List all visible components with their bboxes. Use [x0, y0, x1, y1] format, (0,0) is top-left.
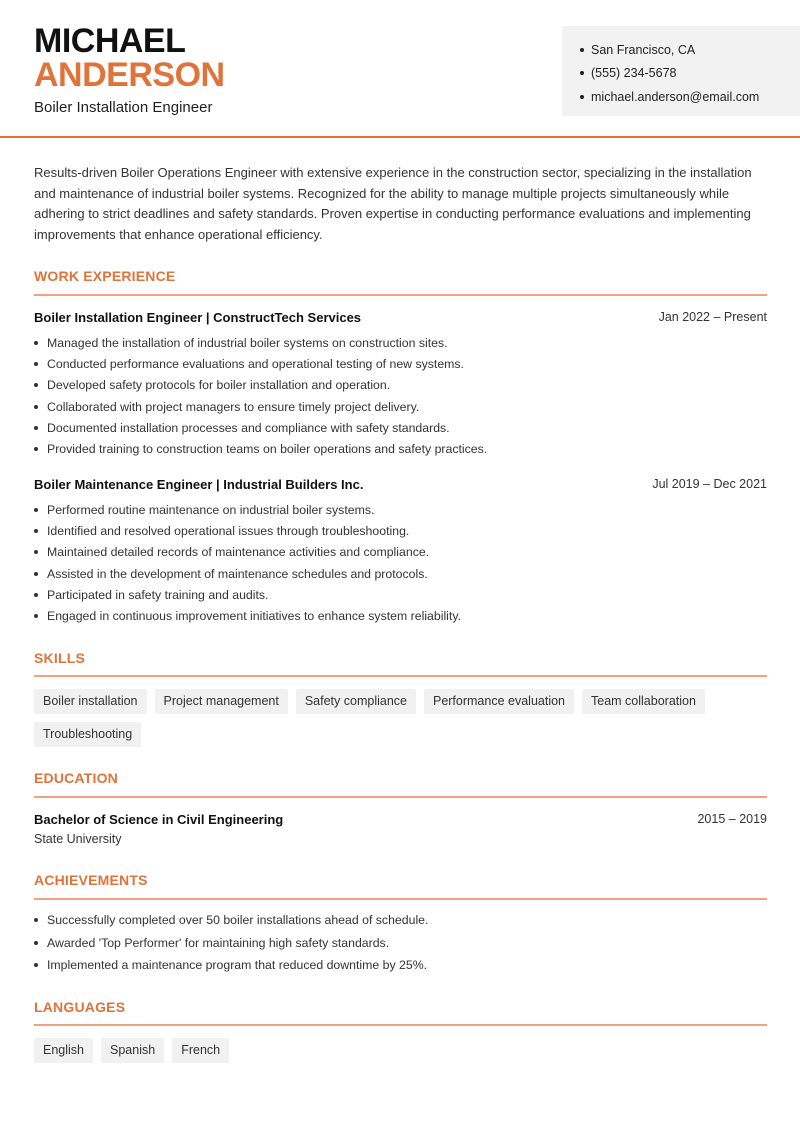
- list-item: [34, 954, 767, 977]
- bullet-icon: [580, 95, 584, 99]
- bullet-icon: [34, 362, 38, 366]
- bullet-icon: [34, 614, 38, 618]
- candidate-name: [34, 24, 225, 92]
- contact-location: [580, 38, 800, 62]
- skill-chip: Project management: [155, 689, 288, 714]
- section-divider: [34, 796, 767, 798]
- bullet-text: Successfully completed over 50 boiler installations ahead of schedule.: [47, 913, 429, 928]
- bullet-icon: [580, 71, 584, 75]
- list-item: [34, 417, 767, 438]
- skill-chip: Troubleshooting: [34, 722, 141, 747]
- list-item: [34, 396, 767, 417]
- email-text: michael.anderson@email.com: [591, 89, 760, 104]
- list-item: [34, 499, 767, 520]
- job-bullets-1: [34, 332, 767, 460]
- list-item: [34, 353, 767, 374]
- bullet-text: Managed the installation of industrial boiler systems on construction sites.: [47, 335, 448, 350]
- bullet-icon: [34, 550, 38, 554]
- bullet-text: Awarded 'Top Performer' for maintaining high safety standards.: [47, 935, 390, 950]
- job-title-1: Boiler Installation Engineer | ConstructTech Services: [34, 310, 362, 325]
- job-dates-1: Jan 2022 – Present: [658, 310, 767, 324]
- bullet-icon: [34, 426, 38, 430]
- education-degree: Bachelor of Science in Civil Engineering: [34, 812, 284, 827]
- skill-chip: Boiler installation: [34, 689, 147, 714]
- bullet-text: Provided training to construction teams on boiler operations and safety practices.: [47, 442, 488, 457]
- skill-chip: Team collaboration: [582, 689, 705, 714]
- bullet-text: Performed routine maintenance on industrial boiler systems.: [47, 502, 375, 517]
- bullet-icon: [34, 918, 38, 922]
- bullet-text: Maintained detailed records of maintenance activities and compliance.: [47, 545, 430, 560]
- bullet-text: Conducted performance evaluations and operational testing of new systems.: [47, 356, 464, 371]
- bullet-text: Identified and resolved operational issues through troubleshooting.: [47, 523, 410, 538]
- bullet-text: Documented installation processes and compliance with safety standards.: [47, 420, 450, 435]
- bullet-icon: [34, 572, 38, 576]
- job-title-subtitle: Boiler Installation Engineer: [34, 99, 213, 116]
- job-title-2: Boiler Maintenance Engineer | Industrial Builders Inc.: [34, 477, 364, 492]
- language-chip: French: [172, 1038, 229, 1063]
- list-item: [34, 520, 767, 541]
- contact-email: [580, 85, 800, 109]
- bullet-text: Assisted in the development of maintenance schedules and protocols.: [47, 566, 428, 581]
- list-item: [34, 563, 767, 584]
- section-title-achievements: ACHIEVEMENTS: [34, 872, 148, 888]
- list-item: [34, 584, 767, 605]
- list-item: [34, 438, 767, 459]
- list-item: [34, 375, 767, 396]
- education-school: State University: [34, 832, 122, 846]
- bullet-text: Developed safety protocols for boiler installation and operation.: [47, 378, 391, 393]
- list-item: [34, 932, 767, 955]
- contact-phone: [580, 62, 800, 86]
- list-item: [34, 909, 767, 932]
- first-name: MICHAEL: [34, 22, 186, 60]
- phone-text: (555) 234-5678: [591, 66, 677, 81]
- bullet-icon: [580, 48, 584, 52]
- contact-box: [562, 26, 800, 116]
- bullet-icon: [34, 341, 38, 345]
- resume-header: [0, 0, 800, 138]
- bullet-text: Participated in safety training and audits.: [47, 587, 269, 602]
- bullet-icon: [34, 447, 38, 451]
- language-chip: English: [34, 1038, 93, 1063]
- list-item: [34, 542, 767, 563]
- bullet-icon: [34, 593, 38, 597]
- section-title-work: WORK EXPERIENCE: [34, 268, 176, 284]
- bullet-text: Engaged in continuous improvement initiatives to enhance system reliability.: [47, 609, 461, 624]
- language-chip: Spanish: [101, 1038, 164, 1063]
- bullet-text: Implemented a maintenance program that reduced downtime by 25%.: [47, 958, 428, 973]
- bullet-icon: [34, 383, 38, 387]
- list-item: [34, 332, 767, 353]
- bullet-icon: [34, 529, 38, 533]
- achievements-list: [34, 909, 767, 977]
- languages-list: [34, 1038, 767, 1063]
- job-dates-2: Jul 2019 – Dec 2021: [652, 477, 767, 491]
- skill-chip: Safety compliance: [296, 689, 416, 714]
- section-divider: [34, 898, 767, 900]
- bullet-icon: [34, 963, 38, 967]
- last-name: ANDERSON: [34, 56, 225, 94]
- section-divider: [34, 294, 767, 296]
- bullet-icon: [34, 508, 38, 512]
- skill-chip: Performance evaluation: [424, 689, 574, 714]
- section-divider: [34, 1024, 767, 1026]
- section-divider: [34, 675, 767, 677]
- job-bullets-2: [34, 499, 767, 627]
- skills-list: [34, 689, 767, 747]
- section-title-skills: SKILLS: [34, 650, 85, 666]
- education-dates: 2015 – 2019: [697, 812, 767, 826]
- list-item: [34, 605, 767, 626]
- bullet-text: Collaborated with project managers to ensure timely project delivery.: [47, 399, 420, 414]
- section-title-education: EDUCATION: [34, 770, 118, 786]
- section-title-languages: LANGUAGES: [34, 999, 126, 1015]
- bullet-icon: [34, 941, 38, 945]
- location-text: San Francisco, CA: [591, 42, 696, 57]
- bullet-icon: [34, 405, 38, 409]
- summary-paragraph: Results-driven Boiler Operations Engineer with extensive experience in the construction sector, specializing in the installation and maintenance of industrial boiler systems. Recognized for the ability to manage multiple projects simultaneously while adhering to strict deadlines and safety standards. Proven expertise in conducting performance evaluations and implementing improvements that enhance operational efficiency.: [34, 165, 752, 242]
